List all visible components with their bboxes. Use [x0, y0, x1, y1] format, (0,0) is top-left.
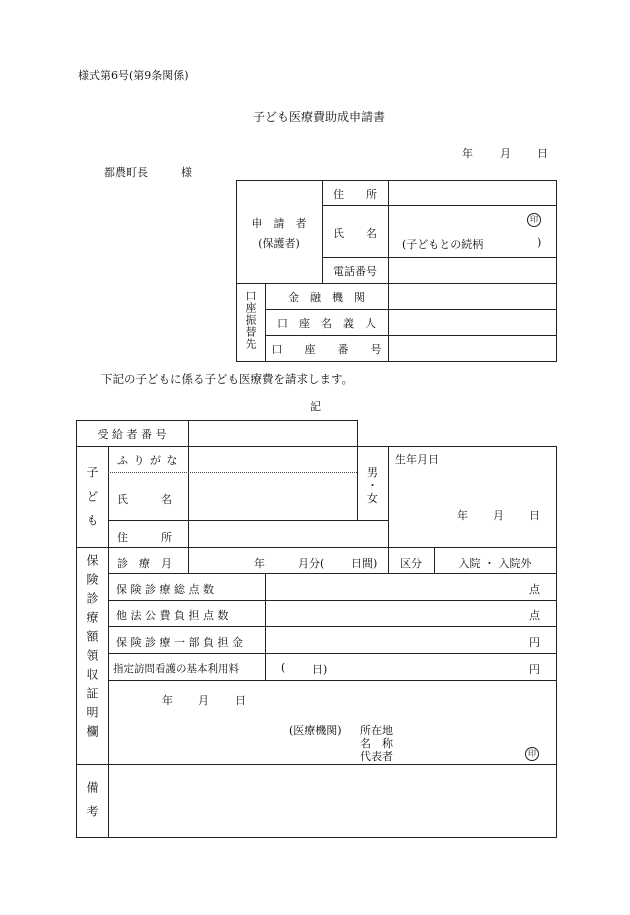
copayment-label: 保 険 診 療 一 部 負 担 金: [116, 636, 243, 649]
nursing-days-close: 日): [312, 663, 328, 676]
other-public-points-unit: 点: [529, 609, 540, 622]
child-name-label: 氏 名: [117, 493, 172, 506]
page-title: 子ども医療費助成申請書: [253, 110, 386, 124]
receipt-section-label: 保険診療額領収証明欄: [85, 554, 99, 744]
nursing-fee-label: 指定訪問看護の基本利用料: [113, 663, 239, 675]
applicant-name-label: 氏 名: [333, 227, 377, 240]
child-name-field[interactable]: [190, 476, 355, 518]
copayment-field[interactable]: [267, 629, 537, 650]
addressee-name: 都農町長: [104, 166, 148, 179]
child-section-label: 子ども: [85, 466, 99, 538]
birth-label: 生年月日: [395, 453, 439, 466]
copayment-unit: 円: [529, 636, 540, 649]
date-month-label: 月: [500, 147, 511, 160]
beneficiary-number-label: 受 給 者 番 号: [97, 428, 167, 441]
date-year-label: 年: [462, 147, 473, 160]
applicant-address-field[interactable]: [390, 184, 554, 202]
birth-month-label: 月: [493, 509, 504, 522]
seal-mark: 印: [527, 213, 541, 227]
account-holder-field[interactable]: [390, 312, 554, 332]
request-text: 下記の子どもに係る子ども医療費を請求します。: [101, 372, 354, 386]
record-label: 記: [310, 400, 321, 413]
nursing-fee-field[interactable]: [340, 656, 525, 677]
cert-year-label: 年: [162, 694, 173, 707]
bank-label: 金 融 機 関: [288, 291, 365, 304]
institution-location-label: 所在地: [360, 724, 393, 737]
birth-year-label: 年: [457, 509, 468, 522]
total-points-field[interactable]: [267, 576, 537, 597]
total-points-label: 保 険 診 療 総 点 数: [116, 583, 214, 596]
remarks-field[interactable]: [110, 767, 554, 835]
remarks-label: 備考: [85, 781, 99, 829]
applicant-phone-field[interactable]: [390, 260, 554, 280]
institution-name-label: 名 称: [360, 737, 393, 750]
sex-separator: ・: [367, 479, 378, 492]
cert-day-label: 日: [235, 694, 246, 707]
sex-male[interactable]: 男: [367, 466, 378, 479]
birth-day-label: 日: [529, 509, 540, 522]
applicant-address-label: 住 所: [333, 188, 377, 201]
applicant-section-label: 申 請 者: [251, 217, 307, 230]
addressee-honorific: 様: [181, 166, 192, 179]
form-number: 様式第6号(第9条関係): [78, 69, 189, 82]
category-value[interactable]: 入院 ・ 入院外: [458, 557, 532, 570]
date-day-label: 日: [537, 147, 548, 160]
institution-seal-mark: 印: [525, 747, 539, 761]
beneficiary-number-field[interactable]: [190, 423, 355, 443]
other-public-points-label: 他 法 公 費 負 担 点 数: [116, 609, 229, 622]
institution-label: (医療機関): [289, 724, 342, 737]
cert-month-label: 月: [198, 694, 209, 707]
child-address-label: 住 所: [117, 531, 172, 544]
treatment-month-part: 月分(: [298, 557, 325, 570]
other-public-points-field[interactable]: [267, 603, 537, 623]
account-number-label: 口 座 番 号: [271, 343, 382, 356]
child-address-field[interactable]: [190, 523, 386, 545]
treatment-days: 日間): [351, 557, 378, 570]
treatment-month-label: 診 療 月: [117, 557, 172, 570]
applicant-section-sub: (保護者): [258, 237, 300, 250]
applicant-phone-label: 電話番号: [333, 265, 377, 278]
total-points-unit: 点: [529, 583, 540, 596]
category-label: 区分: [400, 557, 422, 570]
nursing-days-open: (: [281, 661, 286, 674]
relation-open: (子どもとの続柄: [402, 238, 484, 251]
relation-close: ): [537, 236, 542, 249]
nursing-fee-unit: 円: [529, 663, 540, 676]
furigana-field[interactable]: [190, 448, 355, 470]
account-number-field[interactable]: [390, 338, 554, 358]
account-section-label: 口座振替先: [244, 290, 257, 350]
account-holder-label: 口 座 名 義 人: [277, 317, 376, 330]
sex-female[interactable]: 女: [367, 492, 378, 505]
bank-field[interactable]: [390, 286, 554, 306]
institution-rep-label: 代表者: [360, 750, 393, 763]
furigana-label: ふ り が な: [117, 454, 179, 467]
treatment-year-label: 年: [254, 557, 265, 570]
